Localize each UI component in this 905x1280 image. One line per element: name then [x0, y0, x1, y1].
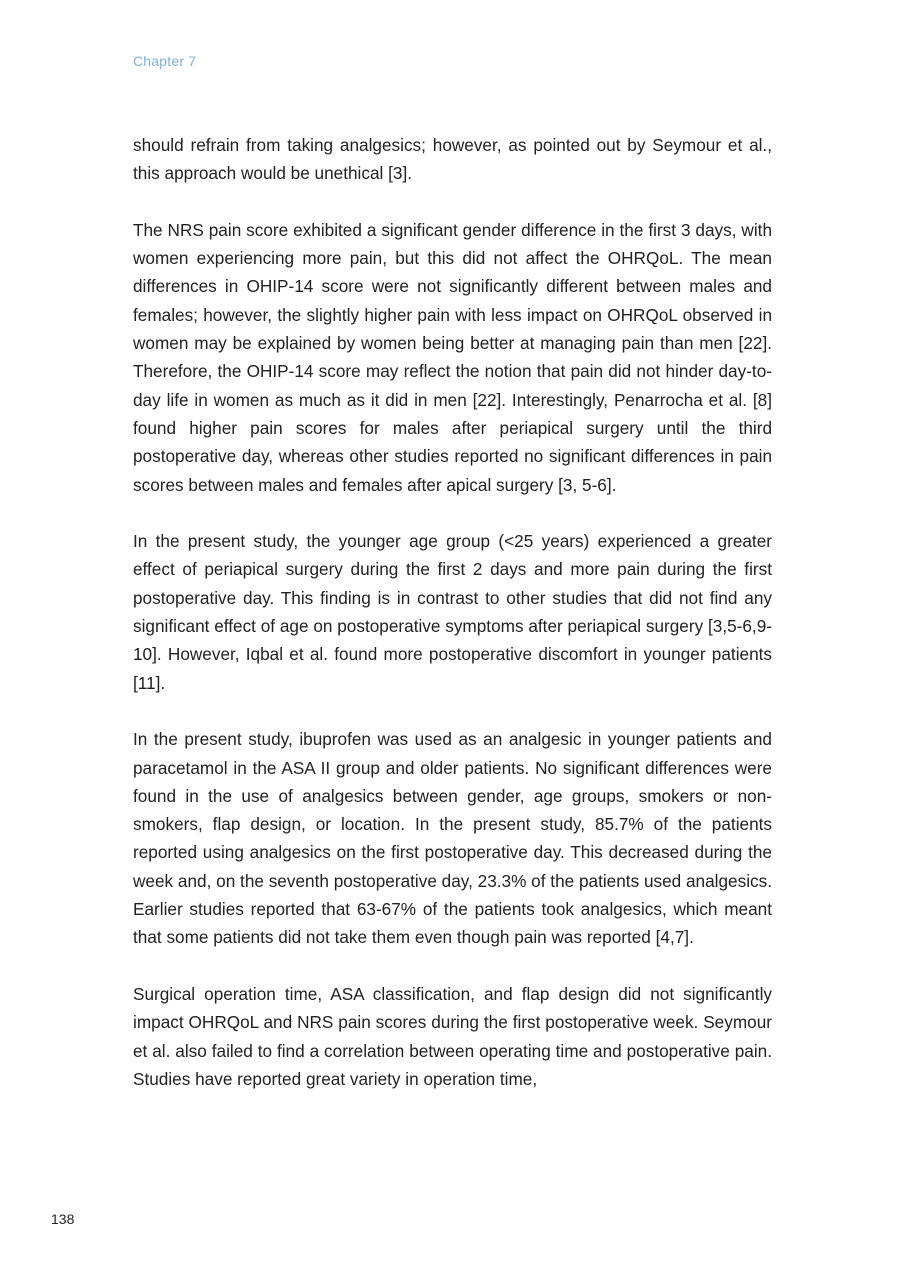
paragraph-4: In the present study, ibuprofen was used as an analgesic in younger patients and paracetamol in the ASA II group and older patients. No significant differences were found in the use of analgesics between gender, age groups, smokers or non-smokers, flap design, or location. In the present study, 85.7% of the patients reported using analgesics on the first postoperative day. This decreased during the week and, on the seventh postoperative day, 23.3% of the patients used analgesics. Earlier studies reported that 63-67% of the patients took analgesics, which meant that some patients did not take them even though pain was reported [4,7]. [133, 729, 772, 948]
paragraph-2: The NRS pain score exhibited a significant gender difference in the first 3 days, with women experiencing more pain, but this did not affect the OHRQoL. The mean differences in OHIP-14 score were not significantly different between males and females; however, the slightly higher pain with less impact on OHRQoL observed in women may be explained by women being better at managing pain than men [22]. Therefore, the OHIP-14 score may reflect the notion that pain did not hinder day-to-day life in women as much as it did in men [22]. Interestingly, Penarrocha et al. [8] found higher pain scores for males after periapical surgery until the third postoperative day, whereas other studies reported no significant differences in pain scores between males and females after apical surgery [3, 5-6]. [133, 219, 772, 495]
paragraph-1: should refrain from taking analgesics; however, as pointed out by Seymour et al., this approach would be unethical [3]. [133, 135, 772, 184]
chapter-header: Chapter 7 [133, 53, 197, 69]
paragraph-3: In the present study, the younger age group (<25 years) experienced a greater effect of periapical surgery during the first 2 days and more pain during the first postoperative day. This finding is in contrast to other studies that did not find any significant effect of age on postoperative symptoms after periapical surgery [3,5-6,9-10]. However, Iqbal et al. found more postoperative discomfort in younger patients [11]. [133, 531, 772, 693]
page-number: 138 [51, 1211, 75, 1227]
body-text [133, 131, 772, 1121]
paragraph-5: Surgical operation time, ASA classification, and flap design did not significantly impact OHRQoL and NRS pain scores during the first postoperative week. Seymour et al. also failed to find a correlation between operating time and postoperative pain. Studies have reported great variety in operation time, [133, 983, 772, 1089]
